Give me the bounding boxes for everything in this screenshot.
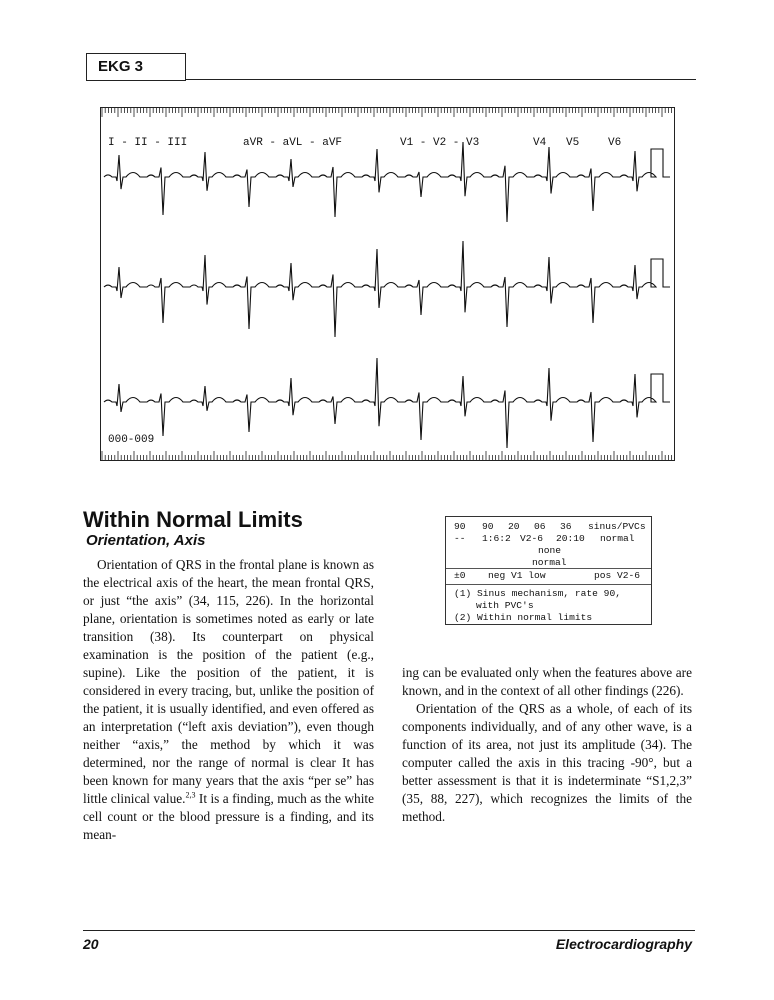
ekg-tracing — [100, 107, 675, 461]
body-column-2 — [402, 664, 692, 826]
label-v1-v3: V1 - V2 - V3 — [400, 137, 480, 149]
chapter-tag: EKG 3 — [86, 53, 186, 81]
label-v4: V4 — [533, 137, 547, 149]
section-title: Within Normal Limits — [83, 507, 303, 532]
label-v5: V5 — [566, 137, 580, 149]
page-number: 20 — [83, 936, 99, 952]
measurement-box: 90 90 20 06 36 sinus/PVCs -- 1:6:2 V2-6 20:10 normal none normal ±0 neg V1 low pos V2-6 (1) Sinus mechanism, rate 90, with PVC's (2) Within normal limits — [445, 516, 652, 625]
reference-superscript: 2,3 — [185, 790, 196, 800]
label-v6: V6 — [608, 137, 622, 149]
header-rule — [186, 79, 696, 80]
paragraph-continued: ing can be evaluated only when the features above are known, and in the context of all other findings (226). — [402, 665, 692, 698]
section-subtitle: Orientation, Axis — [86, 532, 206, 549]
label-limb-leads: I - II - III — [108, 137, 188, 149]
paragraph-orientation: Orientation of the QRS as a whole, of each of its components individually, and of any other wave, is a function of its area, not just its amplitude (34). The computer called the axis in this tracing -90°, but a better assessment is that it is indeterminate “S1,2,3” (35, 88, 227), which recognizes the limits of the method. — [402, 701, 692, 824]
body-column-1: Orientation of QRS in the frontal plane is known as the electrical axis of the heart, the mean frontal QRS, or just “the axis” (34, 115, 226). In the horizontal plane, orientation is sometimes noted as early or late transition (38). Its counterpart on physical examination is the position of the patient (e.g., supine). Like the position of the patient, it is considered in every tracing, but, unlike the position of the patient, it is usually identified, and even offered as an interpretation (“left axis deviation”), even though neither “axis,” the method by which it was determined, nor the range of normal is clear It has been known for many years that the axis “per se” has little clinical value.$^{2,3}$ It is a finding, much as the white cell count or the blood pressure is a finding, and its mean- — [83, 557, 374, 842]
footer-rule — [83, 930, 695, 931]
specimen-id: 000-009 — [108, 434, 155, 446]
label-augmented-leads: aVR - aVL - aVF — [243, 137, 343, 149]
running-title: Electrocardiography — [555, 936, 692, 952]
